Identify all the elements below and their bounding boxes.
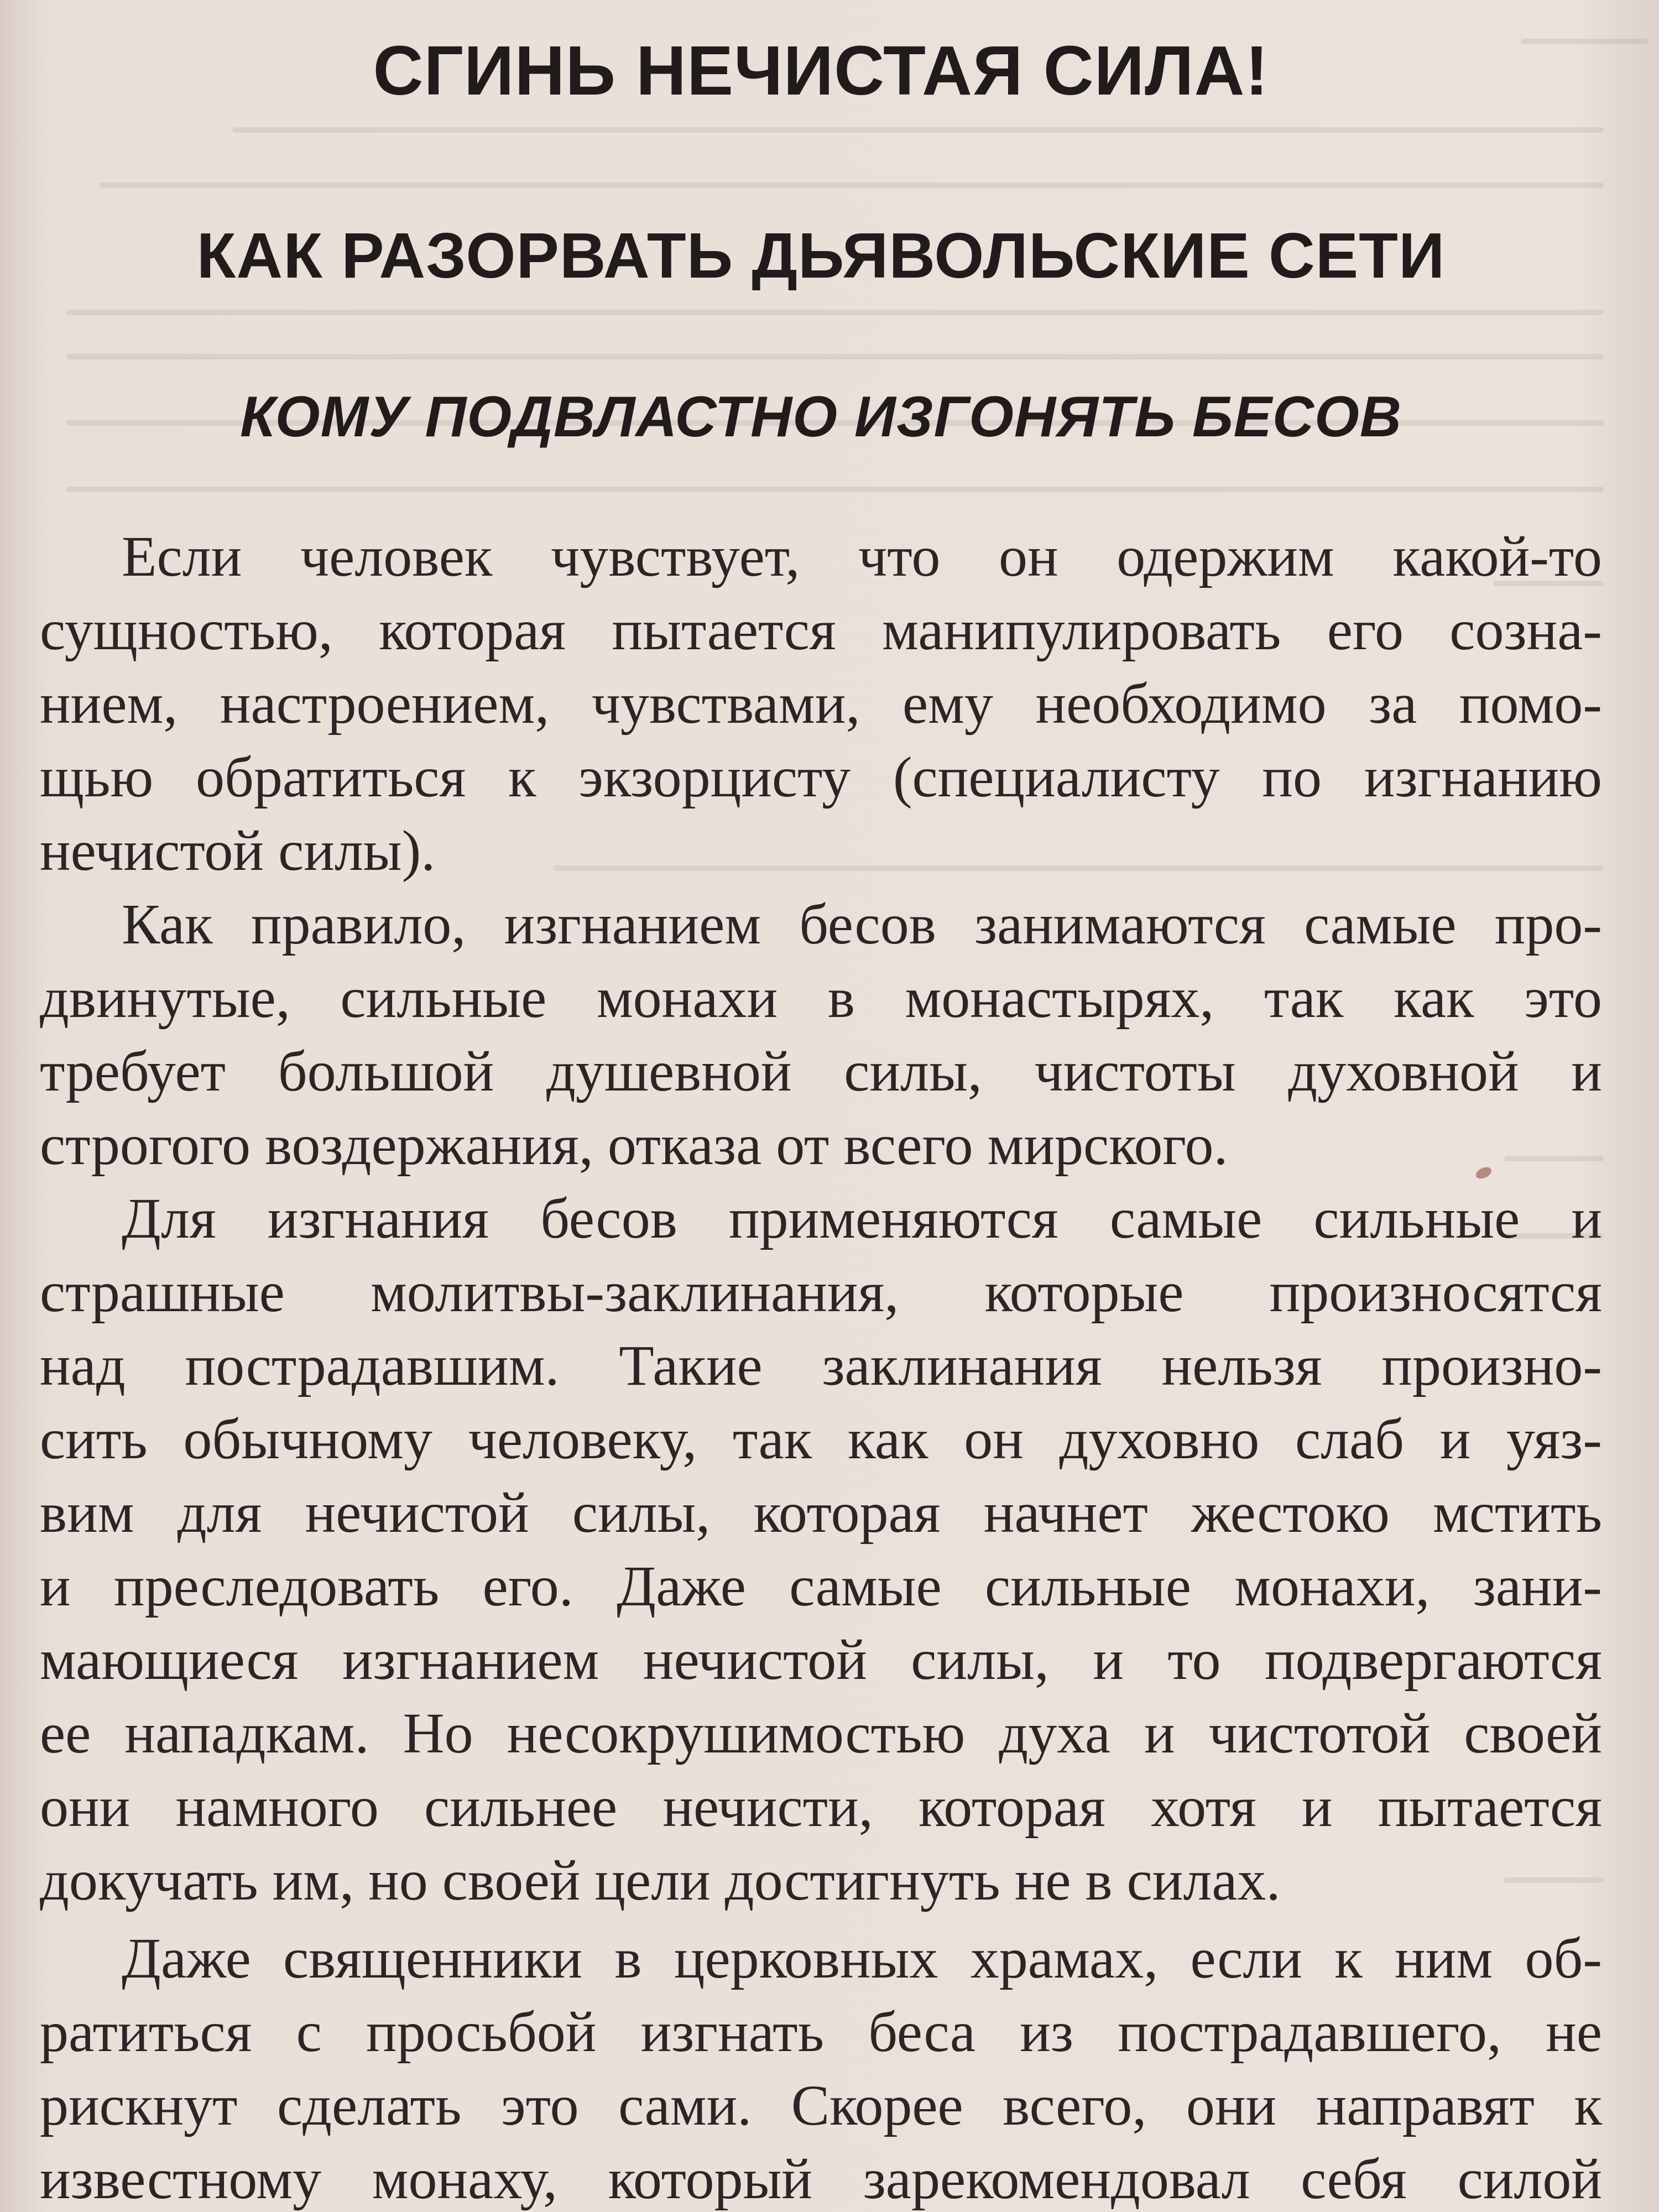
chapter-heading: СГИНЬ НЕЧИСТАЯ СИЛА!	[373, 32, 1269, 109]
text-line: Если человек чувствует, что он одержим какой-то	[122, 525, 1602, 588]
text-line: известному монаху, который зарекомендовал себя силой	[40, 2147, 1602, 2211]
text-line: ее нападкам. Но несокрушимостью духа и чистотой своей	[40, 1702, 1602, 1765]
paragraph-4	[40, 1922, 1602, 2212]
text-line: нием, настроением, чувствами, ему необходимо за помо-	[40, 672, 1602, 735]
text-line: сить обычному человеку, так как он духовно слаб и уяз-	[40, 1407, 1602, 1471]
paragraph-2	[40, 888, 1602, 1182]
text-line: строгого воздержания, отказа от всего мирского.	[40, 1113, 1228, 1177]
text-line: нечистой силы).	[40, 819, 436, 883]
text-line: вим для нечистой силы, которая начнет жестоко мстить	[40, 1481, 1602, 1545]
paragraph-3	[40, 1182, 1602, 1917]
paragraph-1	[40, 520, 1602, 888]
text-line: Как правило, изгнанием бесов занимаются самые про-	[122, 893, 1602, 956]
text-line: ратиться с просьбой изгнать беса из пострадавшего, не	[40, 2000, 1602, 2064]
text-line: мающиеся изгнанием нечистой силы, и то подвергаются	[40, 1628, 1602, 1692]
text-line: они намного сильнее нечисти, которая хотя и пытается	[40, 1775, 1602, 1839]
text-line: над пострадавшим. Такие заклинания нельзя произно-	[40, 1334, 1602, 1397]
section-title: КОМУ ПОДВЛАСТНО ИЗГОНЯТЬ БЕСОВ	[240, 385, 1402, 449]
chapter-subheading: КАК РАЗОРВАТЬ ДЬЯВОЛЬСКИЕ СЕТИ	[196, 220, 1446, 291]
text-line: Для изгнания бесов применяются самые сильные и	[122, 1187, 1602, 1250]
text-line: рискнут сделать это сами. Скорее всего, они направят к	[40, 2074, 1602, 2137]
text-line: Даже священники в церковных храмах, если к ним об-	[122, 1927, 1602, 1990]
body-text	[40, 520, 1602, 2212]
text-line: докучать им, но своей цели достигнуть не в силах.	[40, 1849, 1281, 1912]
text-line: и преследовать его. Даже самые сильные монахи, зани-	[40, 1554, 1602, 1618]
text-line: требует большой душевной силы, чистоты духовной и	[40, 1040, 1602, 1103]
text-line: щью обратиться к экзорцисту (специалисту по изгнанию	[40, 745, 1602, 809]
text-line: двинутые, сильные монахи в монастырях, так как это	[40, 966, 1602, 1030]
text-line: страшные молитвы-заклинания, которые произносятся	[40, 1260, 1602, 1324]
text-line: сущностью, которая пытается манипулировать его созна-	[40, 598, 1602, 662]
